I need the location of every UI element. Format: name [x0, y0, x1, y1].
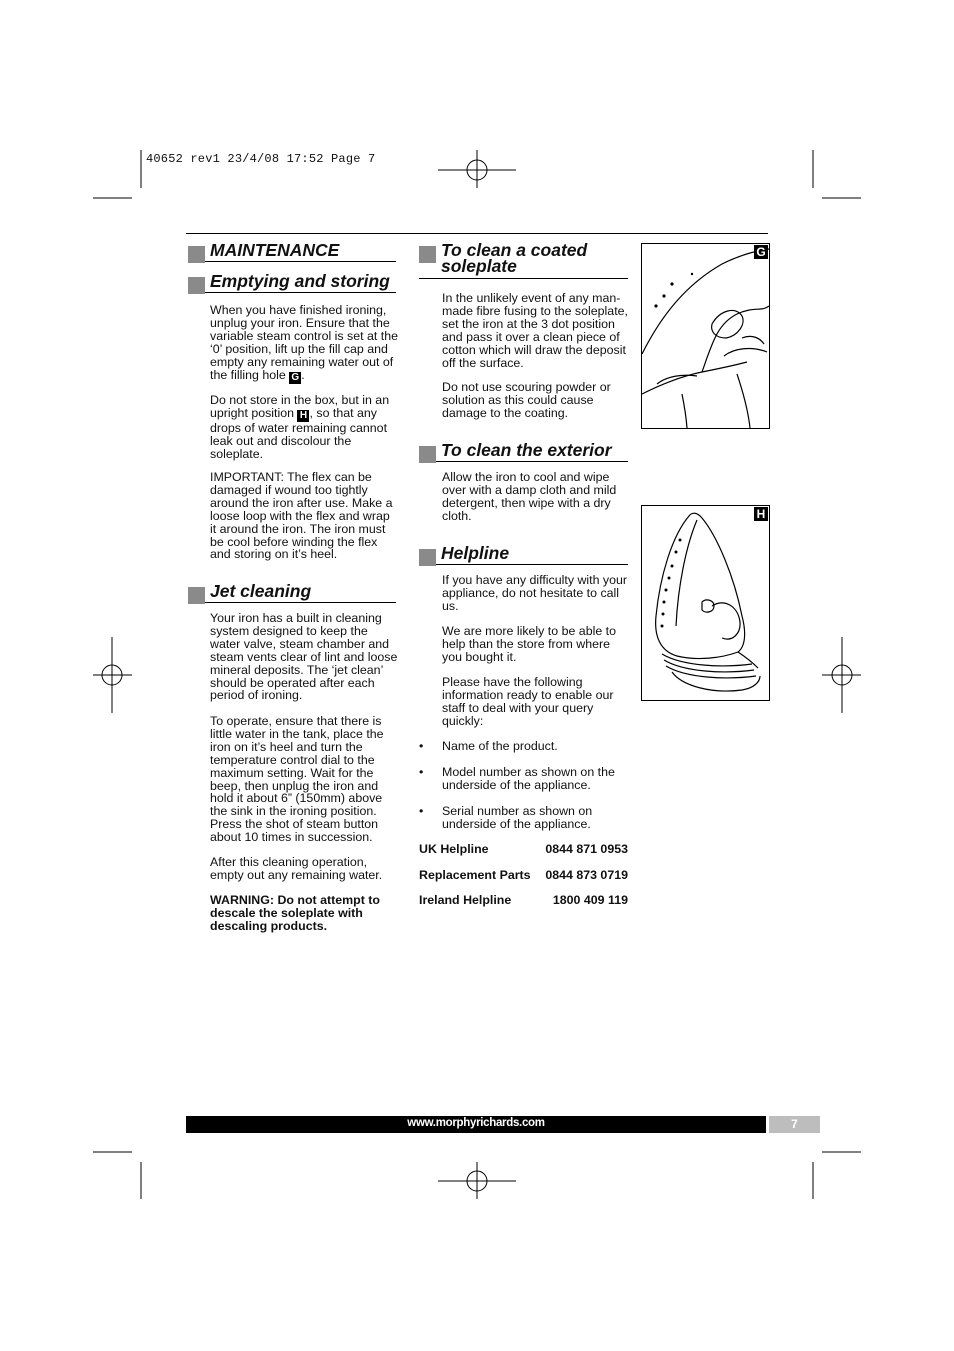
- contact-number: 1800 409 119: [552, 893, 628, 907]
- contact-number: 0844 873 0719: [545, 868, 628, 882]
- heading-square: [188, 277, 205, 294]
- helpline-paragraph-1: If you have any difficulty with your appliance, do not hesitate to call us.: [442, 573, 628, 613]
- jet-cleaning-heading: [188, 581, 396, 603]
- contact-number: 0844 871 0953: [545, 842, 628, 856]
- website-url: www.morphyrichards.com: [407, 1117, 545, 1129]
- footer-bar: [186, 1116, 766, 1133]
- stored-iron-illustration: [642, 506, 769, 700]
- contact-label: UK Helpline: [419, 842, 489, 856]
- maintenance-heading: [188, 240, 396, 262]
- emptying-paragraph-1: [210, 304, 398, 384]
- heading-square: [188, 246, 205, 263]
- page-number: 7: [791, 1117, 798, 1131]
- helpline-title: Helpline: [441, 543, 510, 563]
- bullet-dot: •: [419, 765, 424, 779]
- helpline-paragraph-3: Please have the following information ready to enable our staff to deal with your query quickly:: [442, 675, 614, 728]
- coated-soleplate-title: To clean a coated soleplate: [441, 240, 588, 276]
- exterior-paragraph-1: Allow the iron to cool and wipe over with a damp cloth and mild detergent, then wipe with a dry cloth.: [442, 470, 617, 523]
- figure-g-reference: G: [289, 372, 301, 384]
- warning-text: WARNING: Do not attempt to descale the soleplate with descaling products.: [210, 893, 381, 933]
- emptying-p1-text: When you have finished ironing, unplug your iron. Ensure that the variable steam control is set at the ‘0’ position, lift up the fill cap and empty any remaining water out of the filling hole: [210, 303, 399, 382]
- coated-paragraph-2: Do not use scouring powder or solution as this could cause damage to the coating.: [442, 380, 611, 420]
- bullet-dot: •: [419, 804, 424, 818]
- bullet-text: Name of the product.: [442, 739, 558, 753]
- emptying-p2-text: Do not store in the box, but in an upright position: [210, 393, 390, 420]
- emptying-paragraph-2: [210, 394, 398, 461]
- emptying-heading: [188, 271, 396, 293]
- heading-square: [419, 549, 436, 566]
- jet-paragraph-1: Your iron has a built in cleaning system designed to keep the water valve, steam chamber and steam vents clear of lint and loose mineral deposits. The ‘jet clean’ should be operated after each period of ironing.: [210, 611, 398, 703]
- helpline-paragraph-2: We are more likely to be able to help than the store from where you bought it.: [442, 624, 617, 664]
- coated-paragraph-1: In the unlikely event of any man-made fibre fusing to the soleplate, set the iron at the 3 dot position and pass it over a clean piece of cotton which will draw the deposit off the surface.: [442, 291, 628, 370]
- emptying-p2-end: , so that any drops of water remaining cannot leak out and discolour the soleplate.: [210, 405, 388, 461]
- jet-cleaning-title: Jet cleaning: [210, 581, 312, 601]
- contact-label: Replacement Parts: [419, 868, 531, 882]
- figure-h-reference: H: [297, 410, 309, 422]
- page-number-box: [769, 1116, 820, 1133]
- emptying-title: Emptying and storing: [210, 271, 390, 291]
- heading-square: [419, 246, 436, 263]
- emptying-water-illustration: [642, 244, 769, 428]
- heading-square: [419, 446, 436, 463]
- bullet-dot: •: [419, 739, 424, 753]
- emptying-p1-end: .: [301, 367, 305, 382]
- print-slug: 40652 rev1 23/4/08 17:52 Page 7: [146, 152, 376, 166]
- exterior-heading: [419, 440, 628, 462]
- jet-paragraph-3: After this cleaning operation, empty out any remaining water.: [210, 855, 383, 882]
- figure-h-label: H: [754, 507, 768, 521]
- emptying-paragraph-3: IMPORTANT: The flex can be damaged if wound too tightly around the iron after use. Make a loose loop with the flex and wrap it around the iron. The iron must be cool before winding the flex and storing on it’s heel.: [210, 470, 393, 562]
- exterior-title: To clean the exterior: [441, 440, 612, 460]
- bullet-text: Model number as shown on the underside of the appliance.: [442, 765, 615, 792]
- helpline-heading: [419, 543, 628, 565]
- bullet-text: Serial number as shown on underside of the appliance.: [442, 804, 593, 831]
- figure-h: [641, 505, 770, 701]
- heading-square: [188, 587, 205, 604]
- figure-g: [641, 243, 770, 429]
- jet-paragraph-2: To operate, ensure that there is little water in the tank, place the iron on it’s heel and turn the temperature control dial to the maximum setting. Wait for the beep, then unplug the iron and hold it about 6” (150mm) above the sink in the ironing position. Press the shot of steam button about 10 times in succession.: [210, 714, 384, 845]
- contact-label: Ireland Helpline: [419, 893, 512, 907]
- top-rule: [186, 233, 768, 234]
- maintenance-title: MAINTENANCE: [210, 240, 340, 260]
- coated-soleplate-heading: [419, 240, 628, 279]
- figure-g-label: G: [754, 245, 768, 259]
